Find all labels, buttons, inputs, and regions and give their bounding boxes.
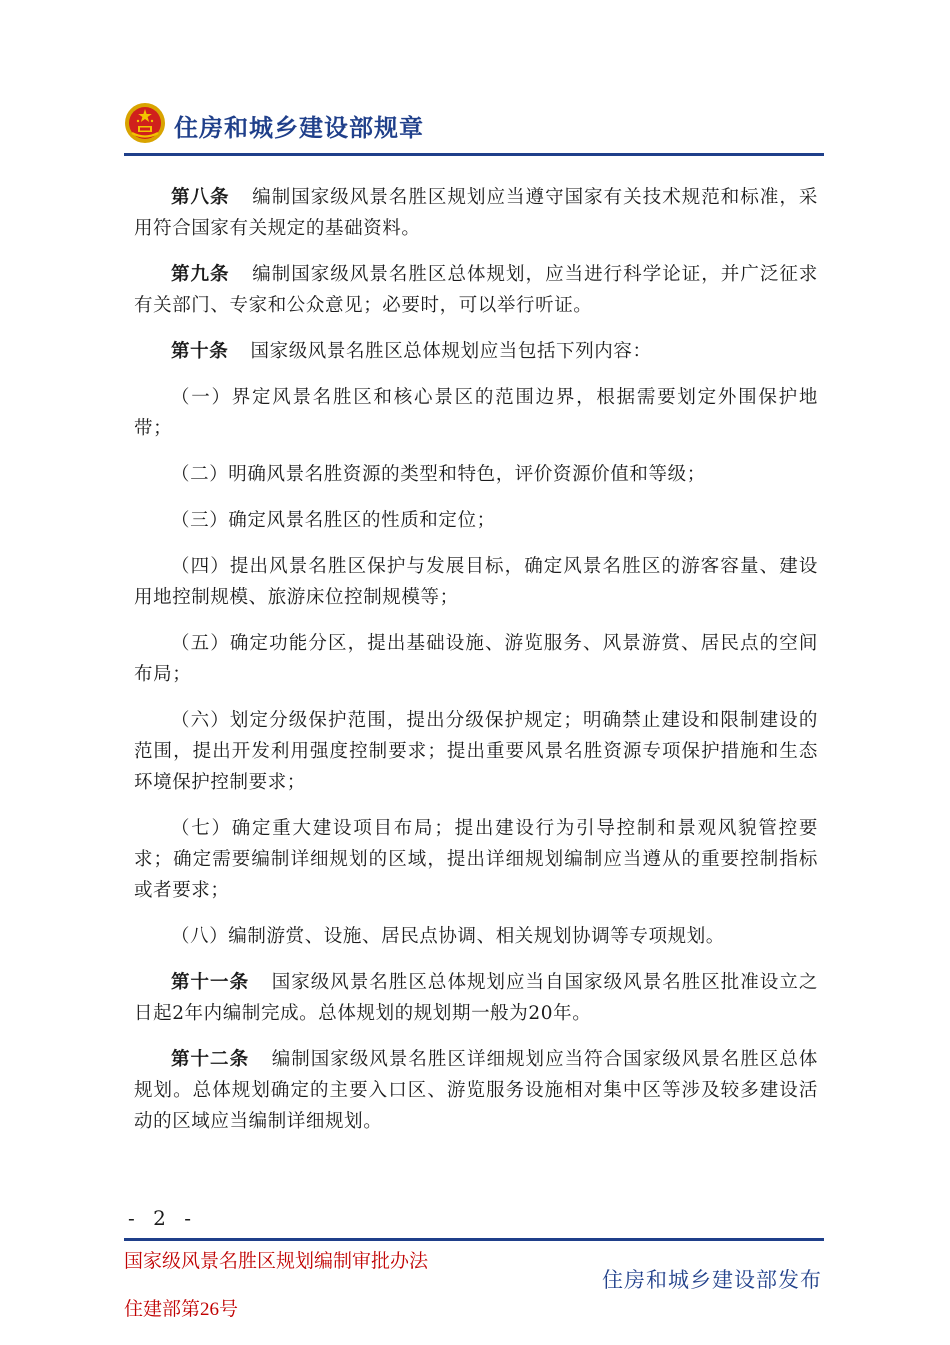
article-text: 编制国家级风景名胜区详细规划应当符合国家级风景名胜区总体规划。总体规划确定的主要入口区、游览服务设施相对集中区等涉及较多建设活动的区域应当编制详细规划。	[134, 1049, 818, 1132]
list-item-6: （六）划定分级保护范围，提出分级保护规定；明确禁止建设和限制建设的范围，提出开发利用强度控制要求；提出重要风景名胜资源专项保护措施和生态环境保护控制要求；	[134, 710, 818, 793]
list-item-7: （七）确定重大建设项目布局；提出建设行为引导控制和景观风貌管控要求；确定需要编制详细规划的区域，提出详细规划编制应当遵从的重要控制指标或者要求；	[134, 818, 818, 901]
publisher: 住房和城乡建设部发布	[602, 1268, 822, 1292]
header-title: 住房和城乡建设部规章	[174, 114, 424, 142]
decree-number: 住建部第26号	[124, 1299, 239, 1320]
page-number: - 2 -	[128, 1206, 197, 1230]
national-emblem-icon	[124, 102, 166, 144]
article-9	[134, 259, 818, 321]
article-label: 第十条	[171, 341, 229, 362]
header-divider	[124, 153, 824, 156]
list-item-8: （八）编制游赏、设施、居民点协调、相关规划协调等专项规划。	[171, 926, 725, 947]
article-10	[134, 336, 818, 367]
article-label: 第九条	[171, 264, 230, 285]
article-text: 国家级风景名胜区总体规划应当包括下列内容：	[250, 341, 652, 362]
article-11	[134, 967, 818, 1029]
article-text: 国家级风景名胜区总体规划应当自国家级风景名胜区批准设立之日起2年内编制完成。总体规划的规划期一般为20年。	[134, 972, 818, 1024]
article-8	[134, 182, 818, 244]
article-label: 第八条	[171, 187, 230, 208]
list-item-2: （二）明确风景名胜资源的类型和特色，评价资源价值和等级；	[171, 464, 706, 485]
regulation-body	[134, 182, 818, 1152]
list-item-4: （四）提出风景名胜区保护与发展目标，确定风景名胜区的游客容量、建设用地控制规模、旅游床位控制规模等；	[134, 556, 818, 608]
article-label: 第十一条	[171, 972, 250, 993]
document-title: 国家级风景名胜区规划编制审批办法	[124, 1251, 429, 1272]
list-item-5: （五）确定功能分区，提出基础设施、游览服务、风景游赏、居民点的空间布局；	[134, 633, 818, 685]
list-item-1: （一）界定风景名胜区和核心景区的范围边界，根据需要划定外围保护地带；	[134, 387, 818, 439]
footer-divider	[124, 1238, 824, 1241]
page-header	[124, 100, 824, 146]
article-12	[134, 1044, 818, 1137]
article-text: 编制国家级风景名胜区总体规划，应当进行科学论证，并广泛征求有关部门、专家和公众意见；必要时，可以举行听证。	[134, 264, 818, 316]
article-label: 第十二条	[171, 1049, 250, 1070]
article-text: 编制国家级风景名胜区规划应当遵守国家有关技术规范和标准，采用符合国家有关规定的基础资料。	[134, 187, 818, 239]
list-item-3: （三）确定风景名胜区的性质和定位；	[171, 510, 496, 531]
